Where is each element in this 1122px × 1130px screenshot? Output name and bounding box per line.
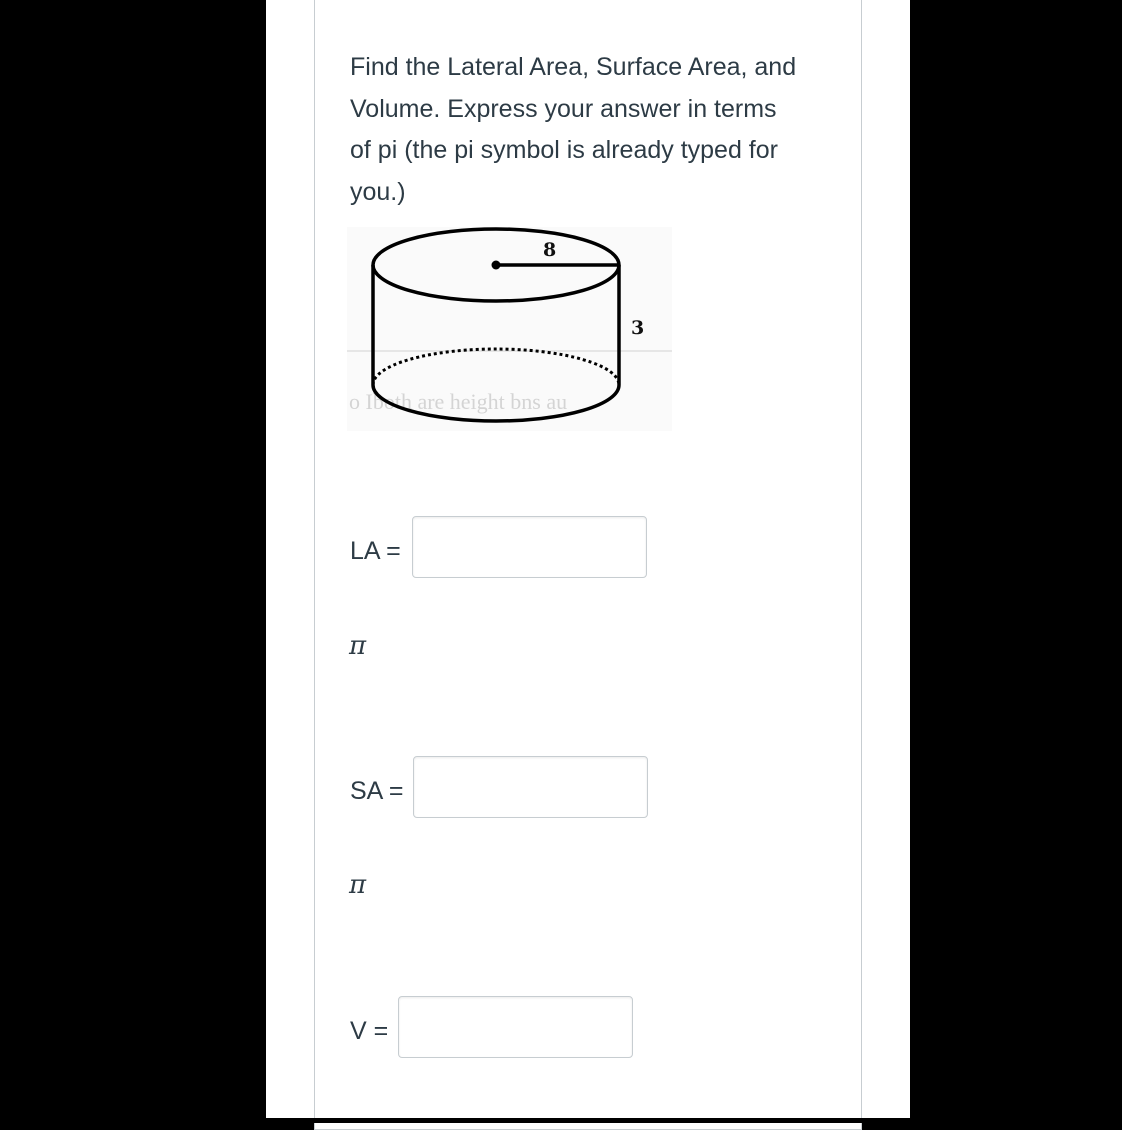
question-card (314, 0, 862, 1130)
question-prompt: Find the Lateral Area, Surface Area, and Volume. Express your answer in terms of pi (the pi symbol is already typed for you.) (350, 53, 797, 206)
sa-pi-symbol: π (349, 870, 367, 900)
la-answer-input[interactable] (412, 516, 647, 578)
center-point (492, 261, 501, 270)
volume-label: V = (350, 1017, 389, 1045)
figure-watermark: o Iboth are height bns au (349, 389, 568, 414)
la-label: LA = (350, 537, 401, 565)
quiz-page (266, 0, 910, 1120)
cylinder-figure (347, 227, 672, 431)
height-label: 3 (631, 317, 645, 339)
screen-bottom-edge (0, 1118, 1122, 1123)
sa-answer-input[interactable] (413, 756, 648, 818)
volume-answer-input[interactable] (398, 996, 633, 1058)
sa-label: SA = (350, 777, 404, 805)
radius-label: 8 (543, 239, 557, 261)
la-pi-symbol: π (349, 631, 367, 661)
